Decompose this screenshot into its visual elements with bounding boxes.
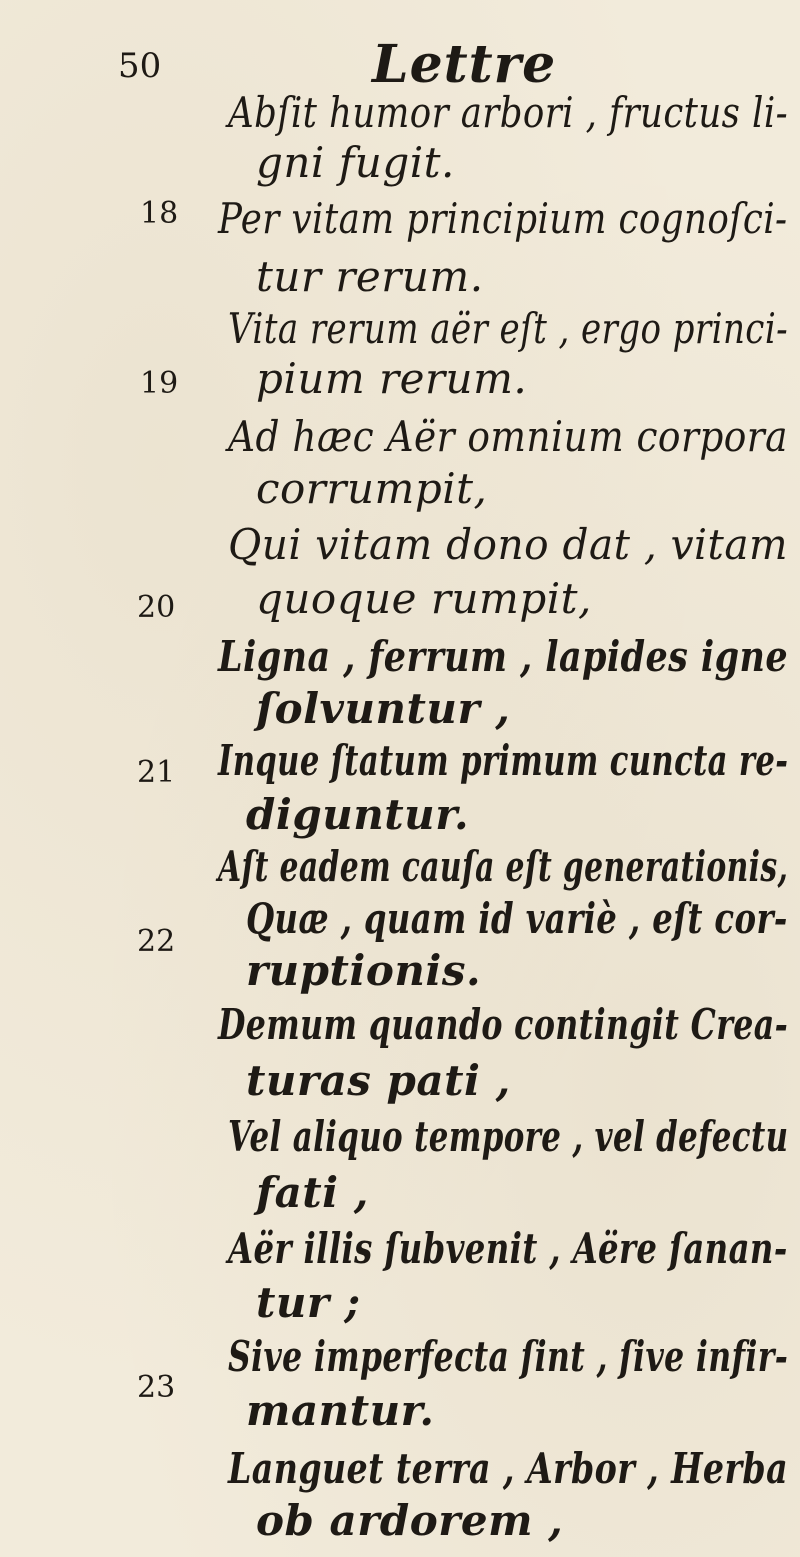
verse-number: 18 [140, 196, 179, 231]
text-line: ſolvuntur , [256, 684, 511, 733]
text-line: pium rerum. [256, 354, 528, 403]
text-line: Vita rerum aër eſt , ergo princi- [228, 304, 789, 353]
text-line: Qui vitam dono dat , vitam [228, 520, 789, 569]
text-line: Abſit humor arbori , fructus li- [228, 88, 789, 137]
verse-number: 21 [137, 755, 176, 790]
text-line: tur rerum. [256, 252, 484, 301]
text-line: Aër illis ſubvenit , Aëre ſanan- [228, 1224, 788, 1273]
text-line: mantur. [246, 1386, 435, 1435]
text-line: Aſt eadem cauſa eſt generationis, [218, 842, 789, 891]
page-number: 50 [118, 46, 162, 86]
text-line: corrumpit, [256, 464, 488, 513]
text-line: turas pati , [246, 1056, 511, 1105]
text-line: tur ; [256, 1278, 361, 1327]
verse-number: 20 [137, 590, 176, 625]
text-line: fati , [256, 1168, 369, 1217]
verse-number: 22 [137, 924, 176, 959]
text-line: Quæ , quam id variè , eſt cor- [246, 894, 788, 943]
text-line: Inque ſtatum primum cuncta re- [218, 736, 789, 785]
text-line: Ligna , ferrum , lapides igne [218, 632, 789, 681]
text-line: ob ardorem , [256, 1496, 564, 1545]
text-line: Vel aliquo tempore , vel defectu [228, 1112, 789, 1161]
text-line: gni fugit. [256, 138, 455, 187]
text-line: Ad hæc Aër omnium corpora [228, 412, 788, 461]
text-line: diguntur. [246, 790, 470, 839]
text-line: ruptionis. [246, 946, 482, 995]
text-line: Per vitam principium cognoſci- [218, 194, 788, 243]
text-line: Languet terra , Arbor , Herba [228, 1444, 789, 1493]
verse-number: 23 [137, 1370, 176, 1405]
text-line: Demum quando contingit Crea- [218, 1000, 789, 1049]
text-line: quoque rumpit, [256, 574, 592, 623]
running-title: Lettre [372, 34, 557, 95]
verse-number: 19 [140, 366, 179, 401]
text-line: Sive imperfecta ſint , ſive infir- [228, 1332, 789, 1381]
